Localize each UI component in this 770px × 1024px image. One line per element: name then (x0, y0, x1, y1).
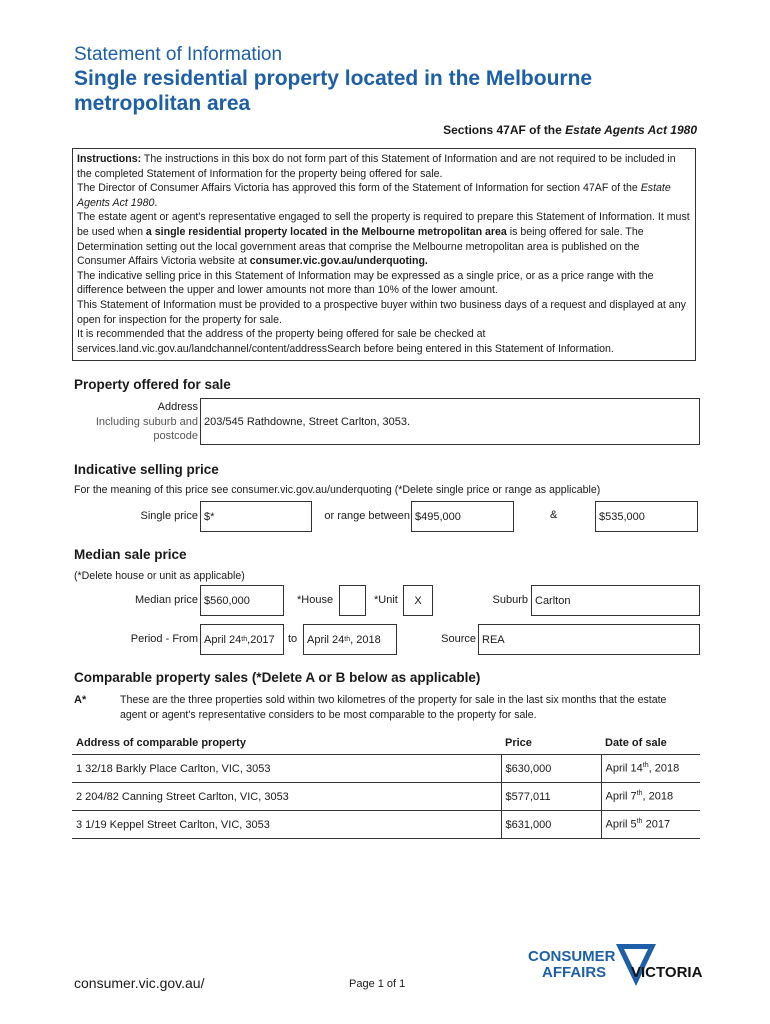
comparable-date[interactable] (601, 783, 700, 811)
period-to-a: April 24 (307, 633, 345, 646)
unit-checkbox[interactable]: X (403, 585, 433, 616)
comparable-date[interactable] (601, 755, 700, 783)
period-from-sup: th (241, 636, 248, 643)
instructions-p3 (77, 210, 691, 268)
median-price-label: Median price (135, 594, 198, 606)
date-sup: th (642, 762, 649, 770)
single-price-label: Single price (140, 510, 198, 522)
comparable-address[interactable]: 3 1/19 Keppel Street Carlton, VIC, 3053 (72, 811, 501, 839)
comparable-price[interactable]: $630,000 (501, 755, 601, 783)
instructions-p5: This Statement of Information must be provided to a prospective buyer within two business days of a request and displayed at any open for inspection for the property for sale. (77, 298, 686, 326)
instructions-p2-b: Estate Agents Act 1980 (77, 182, 671, 209)
date-sup: th (636, 790, 643, 798)
comparable-address[interactable]: 1 32/18 Barkly Place Carlton, VIC, 3053 (72, 755, 501, 783)
range-label: or range between (324, 510, 410, 522)
instructions-p3-c: is being offered for sale. The Determination setting out the local government areas that comprise the Melbourne metropolitan area is published on the Consumer Affairs Victoria website at (77, 225, 644, 268)
range-low-field[interactable]: $495,000 (411, 501, 514, 532)
address-label-2: Including suburb and (95, 415, 198, 428)
address-field[interactable]: 203/545 Rathdowne, Street Carlton, 3053. (200, 398, 700, 445)
logo-line1: CONSUMER (528, 948, 616, 965)
comparable-header-row (72, 732, 700, 755)
logo-line2: AFFAIRS (542, 964, 607, 981)
comparable-table (72, 732, 700, 839)
sections-act: Estate Agents Act 1980 (565, 123, 697, 137)
instructions-p2-a: The Director of Consumer Affairs Victoria has approved this form of the Statement of Information for section 47AF of the (77, 182, 641, 195)
instructions-p3-d: consumer.vic.gov.au/underquoting. (249, 255, 428, 268)
suburb-field[interactable]: Carlton (531, 585, 700, 616)
comparable-date[interactable] (601, 811, 700, 839)
consumer-affairs-victoria-logo (528, 944, 704, 990)
address-label (80, 400, 198, 444)
period-to-field[interactable] (303, 624, 397, 655)
sections-reference (443, 123, 697, 137)
house-checkbox[interactable] (339, 585, 366, 616)
date-b: , 2018 (648, 762, 680, 775)
property-heading: Property offered for sale (74, 377, 231, 392)
range-high-field[interactable]: $535,000 (595, 501, 698, 532)
instructions-p2 (77, 181, 691, 210)
median-heading: Median sale price (74, 547, 187, 562)
comparable-price[interactable]: $631,000 (501, 811, 601, 839)
suburb-label: Suburb (492, 594, 528, 606)
instructions-p1-text: The instructions in this box do not form part of this Statement of Information and are not required to be included in the completed Statement of Information for the property being offered for sale. (77, 153, 676, 180)
page-title: Single residential property located in the Melbourne metropolitan area (74, 67, 593, 115)
range-ampersand: & (550, 509, 558, 521)
house-label: *House (297, 594, 334, 606)
instructions-p3-b: a single residential property located in the Melbourne metropolitan area (145, 225, 507, 238)
table-row (72, 783, 700, 811)
header-address: Address of comparable property (76, 737, 246, 749)
date-a: April 5 (605, 818, 637, 831)
instructions-p2-c: . (154, 196, 158, 209)
single-price-field[interactable]: $* (200, 501, 312, 532)
logo-line3: VICTORIA (631, 964, 703, 981)
instructions-p4: The indicative selling price in this Statement of Information may be expressed as a single price, or as a price range with the difference between the upper and lower amounts not more than 10% of the lower amount. (77, 269, 654, 297)
period-label: Period - From (130, 633, 198, 645)
instructions-label: Instructions: (77, 153, 142, 165)
header-price: Price (505, 737, 532, 749)
date-b: , 2018 (642, 790, 674, 803)
address-label-1: Address (157, 401, 198, 413)
header-date: Date of sale (605, 737, 667, 749)
period-to-label: to (288, 633, 298, 645)
comparable-address[interactable]: 2 204/82 Canning Street Carlton, VIC, 3053 (72, 783, 501, 811)
source-field[interactable]: REA (478, 624, 700, 655)
date-sup: th (636, 818, 643, 826)
instructions-p6: It is recommended that the address of the property being offered for sale be checked at services.land.vic.gov.au/landchannel/content/addressSearch before being entered in this Statement of Information. (77, 328, 614, 355)
page-number: Page 1 of 1 (349, 978, 406, 990)
comparable-heading: Comparable property sales (*Delete A or B below as applicable) (74, 670, 481, 685)
instructions-p1 (77, 152, 691, 181)
form-kicker: Statement of Information (74, 44, 283, 65)
indicative-heading: Indicative selling price (74, 462, 219, 477)
median-price-field[interactable]: $560,000 (200, 585, 284, 616)
instructions-box (72, 148, 696, 361)
median-note: (*Delete house or unit as applicable) (74, 570, 245, 582)
date-b: 2017 (642, 818, 671, 831)
date-a: April 7 (605, 790, 637, 803)
period-to-b: , 2018 (350, 633, 381, 646)
instructions-p3-a: The estate agent or agent's representative engaged to sell the property is required to prepare this Statement of Information. It must be used when (77, 211, 690, 238)
source-label: Source (441, 633, 476, 645)
option-a-text: These are the three properties sold within two kilometres of the property for sale in the last six months that the estate agent or agent's representative considers to be most comparable to the property for sale. (120, 694, 667, 721)
period-from-b: ,2017 (247, 633, 275, 646)
period-to-sup: th (344, 636, 351, 643)
indicative-note: For the meaning of this price see consumer.vic.gov.au/underquoting (*Delete single price or range as applicable) (74, 484, 601, 496)
table-row (72, 811, 700, 839)
period-from-a: April 24 (204, 633, 242, 646)
table-row (72, 755, 700, 783)
unit-label: *Unit (374, 594, 398, 606)
sections-prefix: Sections 47AF of the (443, 123, 566, 137)
option-a-marker: A* (74, 694, 87, 706)
footer-url: consumer.vic.gov.au/ (74, 975, 205, 991)
period-from-field[interactable] (200, 624, 284, 655)
comparable-price[interactable]: $577,011 (501, 783, 601, 811)
date-a: April 14 (605, 762, 643, 775)
address-label-3: postcode (153, 430, 198, 442)
